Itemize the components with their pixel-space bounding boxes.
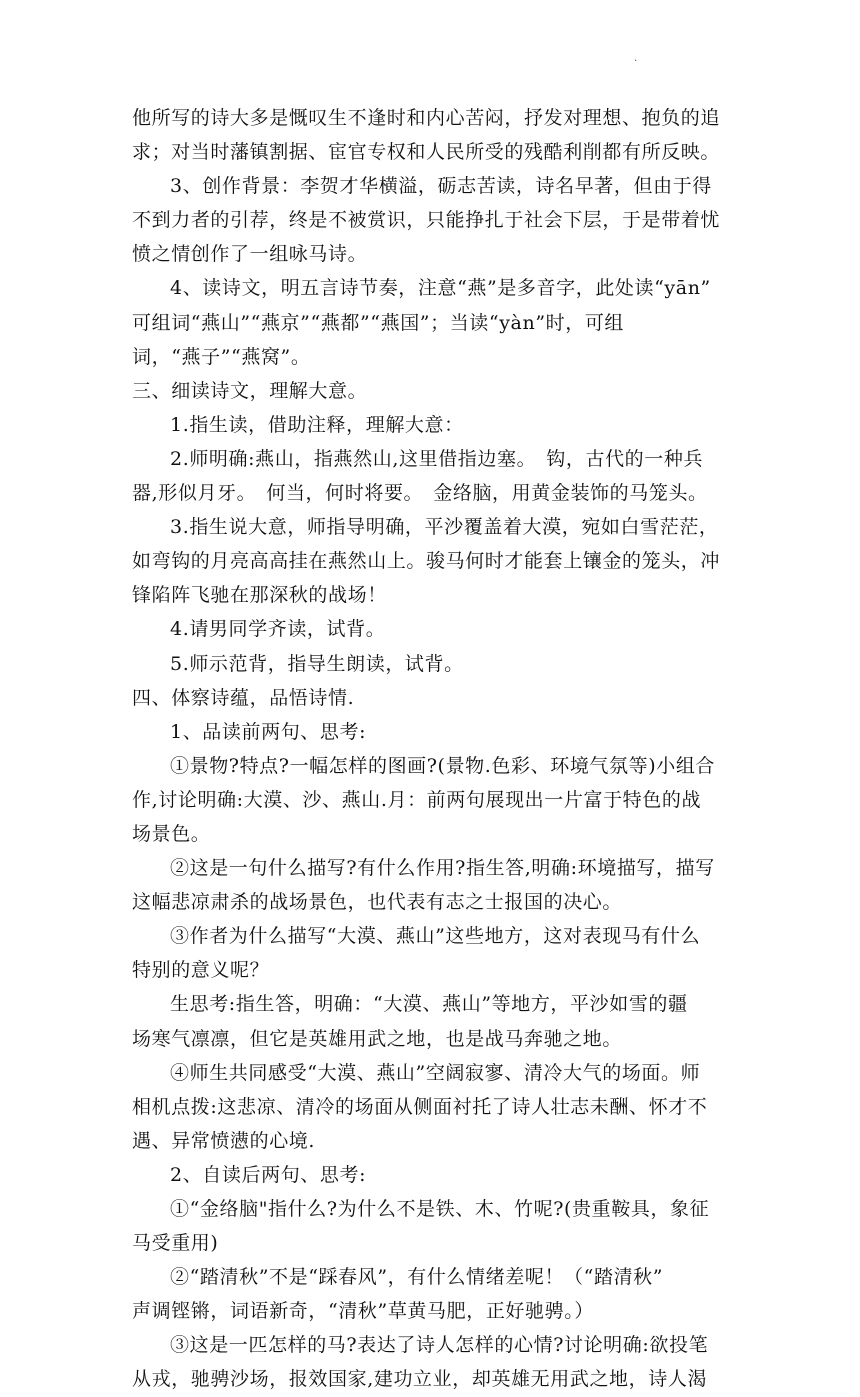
text-line: 词，“燕子”“燕窝”。 <box>132 345 311 368</box>
text-line: 4、读诗文，明五言诗节奏，注意“燕”是多音字，此处读“yān” <box>170 277 711 300</box>
text-line: 遇、异常愤懑的心境. <box>132 1129 316 1152</box>
text-line: 生思考:指生答，明确：“大漠、燕山”等地方，平沙如雪的疆 <box>170 993 688 1016</box>
text-line: 如弯钩的月亮高高挂在燕然山上。骏马何时才能套上镶金的笼头，冲 <box>132 550 721 573</box>
text-line: 1、品读前两句、思考: <box>170 720 367 743</box>
text-line: 2.师明确:燕山，指燕然山,这里借指边塞。 钩，古代的一种兵 <box>170 447 704 470</box>
text-line: 特别的意义呢？ <box>132 959 270 982</box>
section-heading: 三、细读诗文，理解大意。 <box>132 379 368 402</box>
text-line: ②这是一句什么描写?有什么作用?指生答,明确:环境描写，描写 <box>170 857 715 880</box>
text-line: 声调铿锵，词语新奇，“清秋”草黄马肥，正好驰骋。） <box>132 1300 594 1323</box>
text-line: 相机点拨:这悲凉、清冷的场面从侧面衬托了诗人壮志未酬、怀才不 <box>132 1095 708 1118</box>
text-line: 这幅悲凉肃杀的战场景色，也代表有志之士报国的决心。 <box>132 891 623 914</box>
text-line: 不到力者的引荐，终是不被赏识，只能挣扎于社会下层，于是带着忧 <box>132 209 721 232</box>
text-line: 马受重用) <box>132 1232 219 1255</box>
text-line: 4.请男同学齐读，试背。 <box>170 618 386 641</box>
text-line: 愤之情创作了一组咏马诗。 <box>132 243 368 266</box>
text-line: 作,讨论明确:大漠、沙、燕山.月：前两句展现出一片富于特色的战 <box>132 788 702 811</box>
text-line: 1.指生读，借助注释，理解大意： <box>170 413 464 436</box>
text-line: 场寒气凛凛，但它是英雄用武之地，也是战马奔驰之地。 <box>132 1027 623 1050</box>
text-line: ①“金络脑"指什么?为什么不是铁、木、竹呢?(贵重鞍具，象征 <box>170 1198 710 1220</box>
text-line: ①景物?特点?一幅怎样的图画?(景物.色彩、环境气氛等)小组合 <box>170 754 716 777</box>
text-line: ③作者为什么描写“大漠、燕山”这些地方，这对表现马有什么 <box>170 925 701 948</box>
text-line: ②“踏清秋”不是“踩春风”，有什么情绪差呢！（“踏清秋” <box>170 1266 664 1289</box>
text-line: 场景色。 <box>132 822 211 845</box>
text-line: ④师生共同感受“大漠、燕山”空阔寂寥、清冷大气的场面。师 <box>170 1061 701 1084</box>
text-line: 锋陷阵飞驰在那深秋的战场！ <box>132 584 387 607</box>
text-line: 5.师示范背，指导生朗读，试背。 <box>170 652 464 675</box>
section-heading: 四、体察诗蕴，品悟诗情. <box>132 686 355 709</box>
text-line: 3、创作背景：李贺才华横溢，砺志苦读，诗名早著，但由于得 <box>170 175 712 198</box>
text-line: ③这是一匹怎样的马?表达了诗人怎样的心情?讨论明确:欲投笔 <box>170 1334 709 1357</box>
text-line: 他所写的诗大多是慨叹生不逢时和内心苦闷，抒发对理想、抱负的追 <box>132 107 721 129</box>
text-line: 2、自读后两句、思考: <box>170 1163 367 1186</box>
body-text <box>132 101 740 1397</box>
text-line: 可组词“燕山”“燕京”“燕都”“燕国”；当读“yàn”时，可组 <box>132 311 625 334</box>
text-line: 从戎，驰骋沙场，报效国家,建功立业，却英雄无用武之地，诗人渴 <box>132 1368 708 1391</box>
text-line: 3.指生说大意，师指导明确，平沙覆盖着大漠，宛如白雪茫茫， <box>170 516 719 539</box>
text-line: 器,形似月牙。 何当，何时将要。 金络脑，用黄金装饰的马笼头。 <box>132 482 708 505</box>
text-line: 求；对当时藩镇割据、宦官专权和人民所受的残酷利削都有所反映。 <box>132 141 721 164</box>
header-mark: · <box>634 56 638 67</box>
